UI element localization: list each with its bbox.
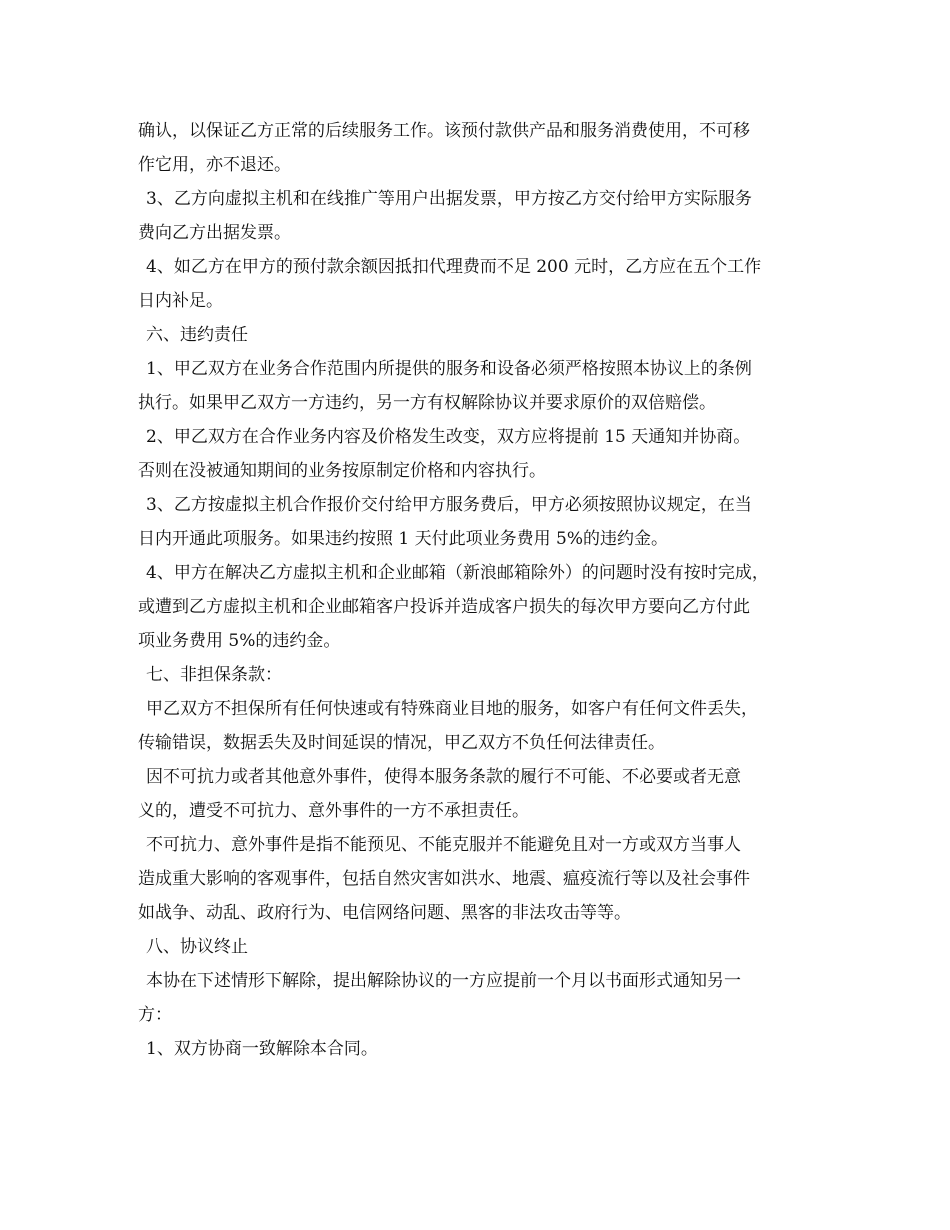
text-line: 4、如乙方在甲方的预付款余额因抵扣代理费而不足 200 元时，乙方应在五个工作 <box>146 257 762 277</box>
text-line: 或遭到乙方虚拟主机和企业邮箱客户投诉并造成客户损失的每次甲方要向乙方付此 <box>138 597 750 617</box>
text-line: 2、甲乙双方在合作业务内容及价格发生改变，双方应将提前 15 天通知并协商。 <box>146 427 751 447</box>
text-line: 因不可抗力或者其他意外事件，使得本服务条款的履行不可能、不必要或者无意 <box>146 767 741 787</box>
text-line: 造成重大影响的客观事件，包括自然灾害如洪水、地震、瘟疫流行等以及社会事件 <box>138 869 750 889</box>
contract-text-body <box>138 114 818 1066</box>
text-line: 日内补足。 <box>138 291 223 311</box>
text-line: 七、非担保条款： <box>146 665 282 685</box>
text-line: 1、双方协商一致解除本合同。 <box>146 1039 378 1059</box>
text-line: 义的，遭受不可抗力、意外事件的一方不承担责任。 <box>138 801 529 821</box>
text-line: 八、协议终止 <box>146 937 248 957</box>
text-line: 方： <box>138 1005 172 1025</box>
text-line: 3、乙方向虚拟主机和在线推广等用户出据发票，甲方按乙方交付给甲方实际服务 <box>146 189 752 209</box>
text-line: 费向乙方出据发票。 <box>138 223 291 243</box>
text-line: 甲乙双方不担保所有任何快速或有特殊商业目地的服务，如客户有任何文件丢失， <box>146 699 758 719</box>
text-line: 如战争、动乱、政府行为、电信网络问题、黑客的非法攻击等等。 <box>138 903 631 923</box>
text-line: 否则在没被通知期间的业务按原制定价格和内容执行。 <box>138 461 546 481</box>
text-line: 日内开通此项服务。如果违约按照 1 天付此项业务费用 5%的违约金。 <box>138 529 668 549</box>
text-line: 不可抗力、意外事件是指不能预见、不能克服并不能避免且对一方或双方当事人 <box>146 835 741 855</box>
text-line: 3、乙方按虚拟主机合作报价交付给甲方服务费后，甲方必须按照协议规定，在当 <box>146 495 752 515</box>
text-line: 六、违约责任 <box>146 325 248 345</box>
text-line: 确认，以保证乙方正常的后续服务工作。该预付款供产品和服务消费使用，不可移 <box>138 121 750 141</box>
text-line: 执行。如果甲乙双方一方违约，另一方有权解除协议并要求原价的双倍赔偿。 <box>138 393 716 413</box>
text-line: 1、甲乙双方在业务合作范围内所提供的服务和设备必须严格按照本协议上的条例 <box>146 359 752 379</box>
text-line: 项业务费用 5%的违约金。 <box>138 631 341 651</box>
text-line: 作它用，亦不退还。 <box>138 155 291 175</box>
text-line: 传输错误，数据丢失及时间延误的情况，甲乙双方不负任何法律责任。 <box>138 733 665 753</box>
text-line: 本协在下述情形下解除，提出解除协议的一方应提前一个月以书面形式通知另一 <box>146 971 741 991</box>
text-line: 4、甲方在解决乙方虚拟主机和企业邮箱（新浪邮箱除外）的问题时没有按时完成， <box>146 563 769 583</box>
